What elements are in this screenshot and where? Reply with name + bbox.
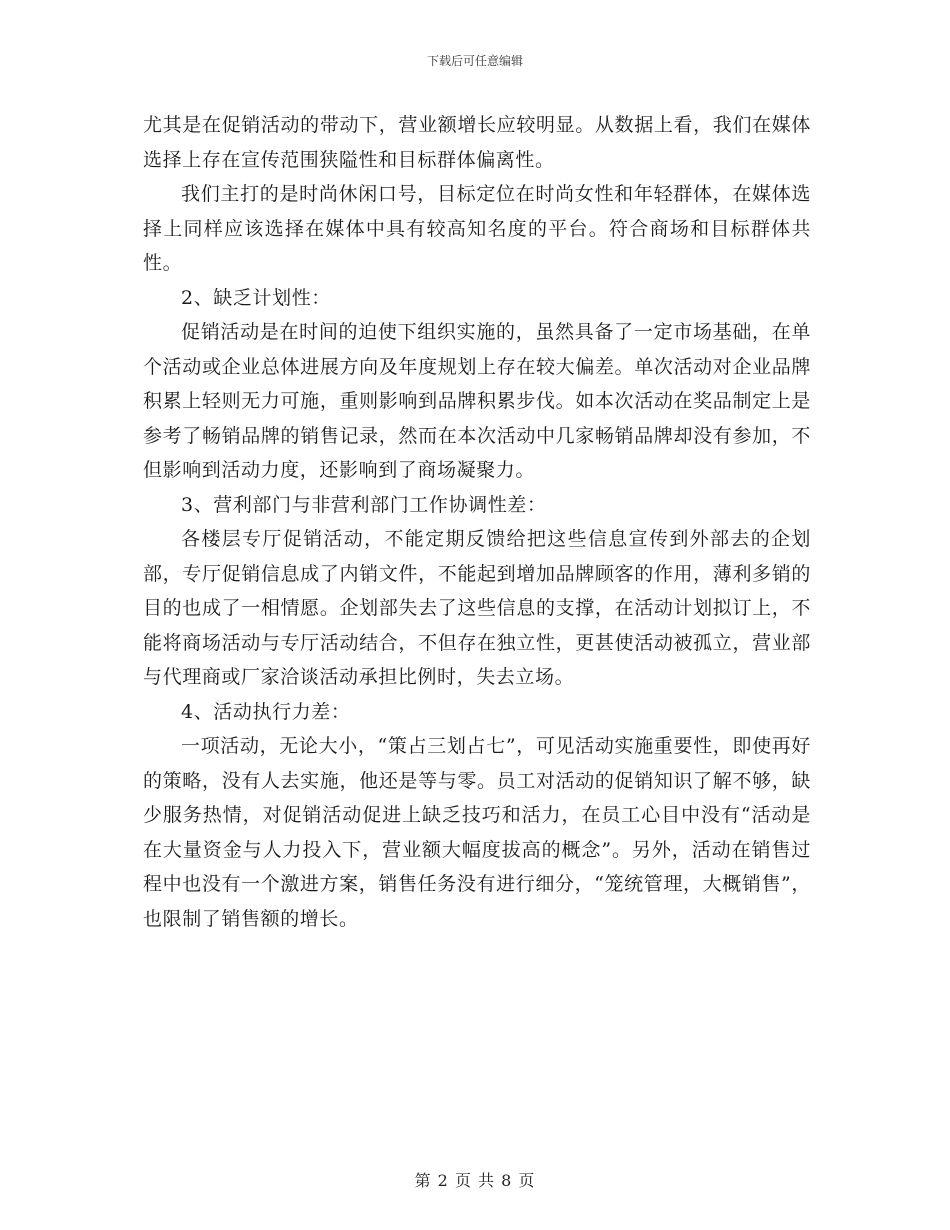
paragraph: 各楼层专厅促销活动，不能定期反馈给把这些信息宣传到外部去的企划部，专厅促销信息成了内销文件，不能起到增加品牌顾客的作用，薄利多销的目的也成了一相情愿。企划部失去了这些信息的支撑，在活动计划拟订上，不能将商场活动与专厅活动结合，不但存在独立性，更甚使活动被孤立，营业部与代理商或厂家洽谈活动承担比例时，失去立场。 xyxy=(143,528,811,688)
paragraph-continuation: 尤其是在促销活动的带动下，营业额增长应较明显。从数据上看，我们在媒体选择上存在宣传范围狭隘性和目标群体偏离性。 xyxy=(143,114,811,171)
page-header: 下载后可任意编辑 xyxy=(426,54,523,68)
section-heading: 3、营利部门与非营利部门工作协调性差： xyxy=(181,493,547,516)
paragraph: 我们主打的是时尚休闲口号，目标定位在时尚女性和年轻群体，在媒体选择上同样应该选择在媒体中具有较高知名度的平台。符合商场和目标群体共性。 xyxy=(143,183,811,274)
paragraph: 促销活动是在时间的迫使下组织实施的，虽然具备了一定市场基础，在单个活动或企业总体进展方向及年度规划上存在较大偏差。单次活动对企业品牌积累上轻则无力可施，重则影响到品牌积累步伐。如本次活动在奖品制定上是参考了畅销品牌的销售记录，然而在本次活动中几家畅销品牌却没有参加，不但影响到活动力度，还影响到了商场凝聚力。 xyxy=(143,321,811,481)
paragraph: 一项活动，无论大小，“策占三划占七”，可见活动实施重要性，即使再好的策略，没有人去实施，他还是等与零。员工对活动的促销知识了解不够，缺少服务热情，对促销活动促进上缺乏技巧和活力，在员工心目中没有“活动是在大量资金与人力投入下，营业额大幅度拔高的概念”。另外，活动在销售过程中也没有一个激进方案，销售任务没有进行细分，“笼统管理，大概销售”，也限制了销售额的增长。 xyxy=(143,735,811,930)
section-heading: 4、活动执行力差： xyxy=(181,700,351,723)
page-number-footer: 第 2 页 共 8 页 xyxy=(414,1171,536,1190)
section-heading: 2、缺乏计划性： xyxy=(181,286,331,309)
document-body xyxy=(143,108,811,936)
